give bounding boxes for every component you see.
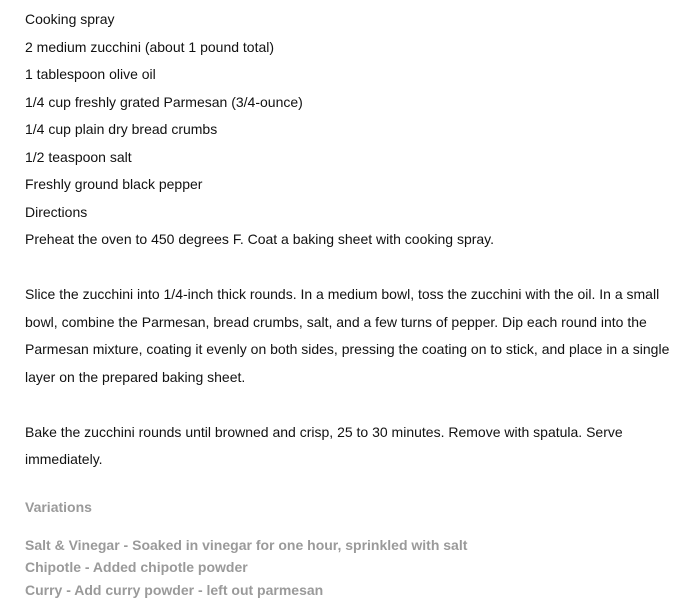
paragraph-gap <box>25 391 690 419</box>
ingredient-line: 1 tablespoon olive oil <box>25 66 156 82</box>
ingredient-line: Freshly ground black pepper <box>25 176 203 192</box>
variation-item: Chipotle - Added chipotle powder <box>25 559 248 575</box>
ingredient-line: 1/2 teaspoon salt <box>25 148 132 165</box>
section-gap <box>25 518 690 534</box>
direction-step: Slice the zucchini into 1/4-inch thick rounds. In a medium bowl, toss the zucchini with the oil. In a small bowl, combine the Parmesan, bread crumbs, salt, and a few turns of pepper. Dip each round into the Parmesan mixture, coating it evenly on both sides, pressing the coating on to stick, and place in a single layer on the prepared baking sheet. <box>25 286 670 385</box>
section-gap <box>25 474 690 496</box>
direction-step: Preheat the oven to 450 degrees F. Coat a baking sheet with cooking spray. <box>25 231 495 247</box>
paragraph-gap <box>25 254 690 282</box>
directions-heading: Directions <box>25 203 88 220</box>
ingredient-line: 2 medium zucchini (about 1 pound total) <box>25 38 275 55</box>
ingredient-line: Cooking spray <box>25 11 115 27</box>
variations-heading: Variations <box>25 498 92 515</box>
ingredient-line: 1/4 cup freshly grated Parmesan (3/4-ounce) <box>25 93 303 110</box>
variation-item: Curry - Add curry powder - left out parmesan <box>25 581 324 598</box>
variation-item: Salt & Vinegar - Soaked in vinegar for one hour, sprinkled with salt <box>25 536 468 553</box>
ingredient-line: 1/4 cup plain dry bread crumbs <box>25 121 218 137</box>
recipe-document <box>25 0 690 601</box>
direction-step: Bake the zucchini rounds until browned and crisp, 25 to 30 minutes. Remove with spatula. Serve immediately. <box>25 423 623 467</box>
